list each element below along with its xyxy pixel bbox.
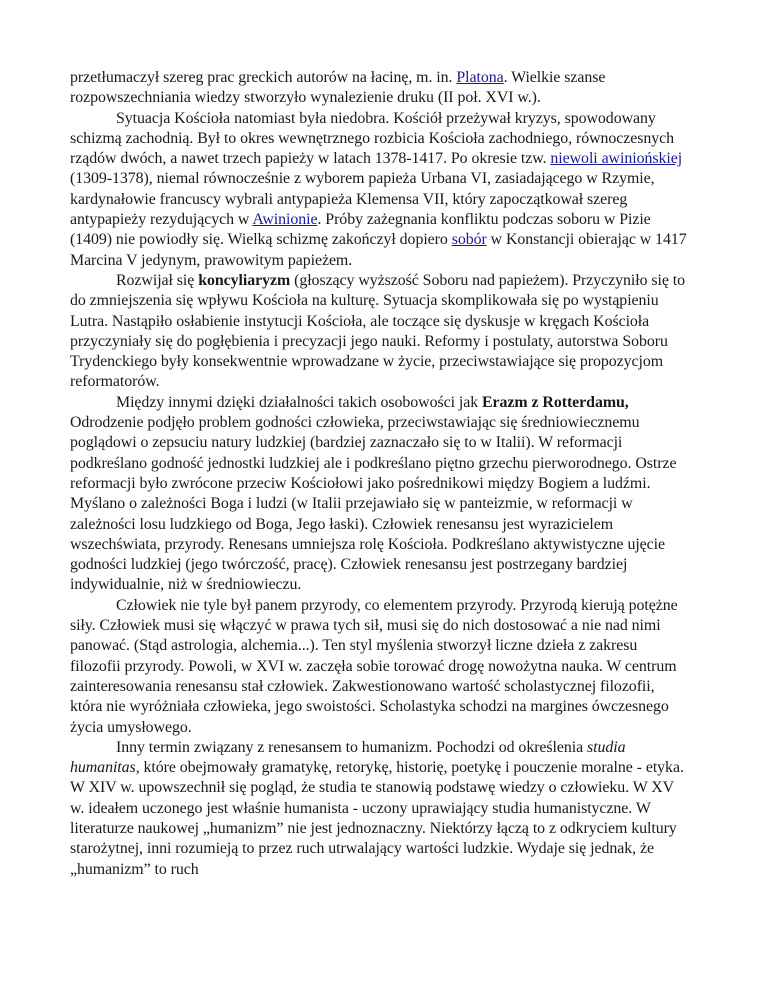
text: Człowiek nie tyle był panem przyrody, co elementem przyrody. Przyrodą kierują potężne siły. Człowiek musi się włączyć w prawa tych sił, musi się do nich dostosować a nie nad nimi panować. (Stąd astrologia, alchemia...). Ten styl myślenia stworzył liczne dzieła z zakresu filozofii przyrody. Powoli, w XVI w. zaczęła sobie torować drogę nowożytna nauka. W centrum zainteresowania renesansu stał człowiek. Zakwestionowano wartość scholastycznej filozofii, która nie wyróżniała człowieka, jego swoistości. Scholastyka schodzi na margines ówczesnego życia umysłowego.	[70, 596, 678, 736]
paragraph-conciliarism	[70, 271, 690, 393]
paragraph-translations	[70, 68, 690, 109]
bold-name: Erazm z Rotterdamu,	[482, 393, 629, 411]
text: , które obejmowały gramatykę, retorykę, historię, poetykę i pouczenie moralne - etyka. W XIV w. upowszechnił się pogląd, że studia te stanowią podstawę wiedzy o człowieku. W XV w. ideałem uczonego jest właśnie humanista - uczony uprawiający studia humanistyczne. W literaturze naukowej „humanizm” nie jest jednoznaczny. Niektórzy łączą to z odkryciem kultury starożytnej, inni rozumieją to przez ruch utrwalający wartości ludzkie. Wydaje się jednak, że „humanizm” to ruch	[70, 759, 684, 878]
paragraph-humanism	[70, 738, 690, 880]
text: Sytuacja Kościoła natomiast była niedobra. Kościół przeżywał kryzys, spowodowany schizmą zachodnią. Był to okres wewnętrznego rozbicia Kościoła zachodniego, równoczesnych rządów dwóch, a nawet trzech papieży w latach 1378-1417. Po okresie tzw.	[70, 109, 675, 168]
document-page	[70, 68, 690, 880]
text: (głoszący wyższość Soboru nad papieżem). Przyczyniło się to do zmniejszenia się wpływu Kościoła na kulturę. Sytuacja skomplikowała się po wystąpieniu Lutra. Nastąpiło osłabienie instytucji Kościoła, ale toczące się dyskusje w kręgach Kościoła przyczyniały się do pogłębienia i precyzacji jego nauki. Reformy i postulaty, autorstwa Soboru Trydenckiego były konsekwentnie wprowadzane w życie, przeciwstawiające się propozycjom reformatorów.	[70, 271, 686, 391]
text: . Wielkie szanse rozpowszechniania wiedzy stworzyło wynalezienie druku (II poł. XVI w.).	[70, 69, 606, 107]
text: w Konstancji obierając w 1417 Marcina V jedynym, prawowitym papieżem.	[70, 231, 687, 269]
paragraph-nature	[70, 596, 690, 738]
link-awinion[interactable]: Awinionie	[252, 211, 318, 229]
text: . Próby zażegnania konfliktu podczas soboru w Pizie (1409) nie powiodły się. Wielką schizmę zakończył dopiero	[70, 211, 651, 249]
text: Inny termin związany z renesansem to humanizm. Pochodzi od określenia	[116, 738, 588, 756]
text: Odrodzenie podjęło problem godności człowieka, przeciwstawiając się średniowiecznemu poglądowi o zepsuciu natury ludzkiej (bardziej zaznaczało się to w Italii). W reformacji podkreślano godność jednostki ludzkiej ale i podkreślano piętno grzechu pierworodnego. Ostrze reformacji było zwrócone przeciw Kościołowi jako pośrednikowi między Bogiem a ludźmi. Myślano o zależności Boga i ludzi (w Italii przejawiało się w panteizmie, w reformacji w zależności losu ludzkiego od Boga, Jego łaski). Człowiek renesansu jest wyrazicielem wszechświata, przyrody. Renesans umniejsza rolę Kościoła. Podkreślano aktywistyczne ujęcie godności ludzkiej (jego twórczość, pracę). Człowiek renesansu jest postrzegany bardziej indywidualnie, niż w średniowieczu.	[70, 414, 677, 594]
link-niewola-awinionska[interactable]: niewoli awiniońskiej	[550, 150, 683, 168]
text: Rozwijał się	[116, 271, 199, 289]
link-sobor[interactable]: sobór	[451, 231, 487, 249]
bold-term: koncyliaryzm	[198, 271, 291, 289]
italic-term: studia humanitas	[70, 738, 626, 777]
text: przetłumaczył szereg prac greckich autorów na łacinę, m. in.	[70, 69, 457, 86]
link-platona[interactable]: Platona	[456, 69, 504, 86]
paragraph-human-dignity	[70, 393, 690, 596]
paragraph-church-situation	[70, 109, 690, 271]
text: Między innymi dzięki działalności takich osobowości jak	[116, 393, 483, 411]
text: (1309-1378), niemal równocześnie z wyborem papieża Urbana VI, zasiadającego w Rzymie, kardynałowie francuscy wybrali antypapieża Klemensa VII, który zapoczątkował szereg antypapieży rezydujących w	[70, 170, 655, 229]
